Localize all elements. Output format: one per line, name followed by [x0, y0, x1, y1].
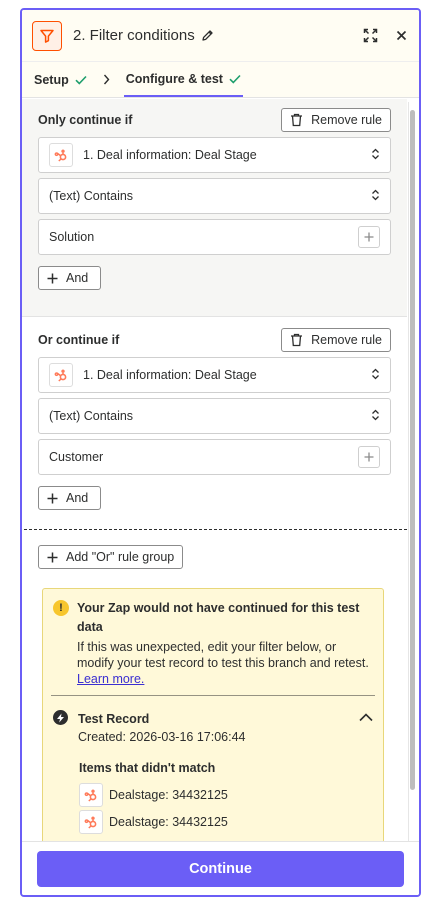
not-matched-item — [79, 781, 373, 808]
hubspot-icon — [79, 783, 103, 807]
trash-icon — [290, 113, 303, 127]
tab-configure-test[interactable] — [124, 62, 243, 97]
alert-divider — [51, 695, 375, 696]
filter-icon — [39, 28, 55, 44]
pencil-icon[interactable] — [201, 29, 214, 42]
chevron-updown-icon — [371, 148, 380, 163]
alert-title: Your Zap would not have continued for this test data — [77, 601, 360, 634]
and-label: And — [66, 271, 89, 285]
condition-select[interactable] — [38, 398, 391, 434]
add-and-button[interactable] — [38, 486, 101, 510]
condition-select[interactable] — [38, 178, 391, 214]
chevron-up-icon[interactable] — [359, 710, 373, 746]
learn-more-link[interactable]: Learn more. — [77, 672, 145, 686]
test-result-alert — [42, 588, 384, 841]
not-matched-value: Dealstage: 34432125 — [109, 814, 228, 829]
alert-body-text: If this was unexpected, edit your filter below, or modify your test record to test this branch and retest. — [77, 640, 369, 670]
add-or-label: Add "Or" rule group — [66, 550, 175, 564]
plus-icon — [364, 452, 374, 462]
step-title: 2. Filter conditions — [73, 27, 195, 44]
trash-icon — [290, 333, 303, 347]
field-value: 1. Deal information: Deal Stage — [83, 148, 257, 162]
tab-label: Setup — [34, 72, 69, 87]
not-matched-item — [79, 808, 373, 835]
chevron-updown-icon — [371, 368, 380, 383]
test-record-created: Created: 2026-03-16 17:06:44 — [78, 730, 246, 744]
filter-step-panel — [20, 8, 421, 897]
chevron-right-icon — [103, 62, 110, 97]
chevron-updown-icon — [371, 409, 380, 424]
not-matched-value: Dealstage: 34432125 — [109, 787, 228, 802]
rule-group-label: Only continue if — [38, 113, 133, 127]
filter-app-icon — [32, 21, 62, 51]
remove-rule-button[interactable] — [281, 328, 391, 352]
field-select[interactable] — [38, 357, 391, 393]
plus-icon — [47, 493, 58, 504]
check-icon — [75, 75, 87, 85]
warning-icon: ! — [53, 600, 69, 616]
tab-setup[interactable] — [34, 62, 87, 97]
step-tabs — [22, 62, 419, 98]
check-icon — [229, 74, 241, 84]
add-or-group-button[interactable] — [38, 545, 183, 569]
remove-rule-label: Remove rule — [311, 113, 382, 127]
continue-button[interactable]: Continue — [37, 851, 404, 887]
insert-data-button[interactable] — [358, 446, 380, 468]
value-text: Solution — [49, 230, 95, 244]
rule-group-only — [22, 99, 407, 317]
hubspot-icon — [49, 363, 73, 387]
alert-body — [77, 639, 373, 687]
rule-group-or — [22, 319, 407, 527]
plus-icon — [47, 552, 58, 563]
close-icon[interactable] — [396, 30, 407, 41]
test-record-title: Test Record — [78, 712, 150, 726]
value-input[interactable] — [38, 439, 391, 475]
scrollbar-thumb[interactable] — [410, 110, 415, 790]
remove-rule-label: Remove rule — [311, 333, 382, 347]
field-select[interactable] — [38, 137, 391, 173]
remove-rule-button[interactable] — [281, 108, 391, 132]
condition-value: (Text) Contains — [49, 409, 134, 423]
panel-footer — [22, 841, 419, 895]
bolt-icon — [53, 710, 68, 725]
filter-content — [22, 99, 419, 841]
chevron-updown-icon — [371, 189, 380, 204]
insert-data-button[interactable] — [358, 226, 380, 248]
test-record-header[interactable] — [53, 710, 373, 746]
tab-label: Configure & test — [125, 71, 223, 86]
value-text: Customer — [49, 450, 104, 464]
plus-icon — [364, 232, 374, 242]
rule-group-label: Or continue if — [38, 333, 120, 347]
and-label: And — [66, 491, 89, 505]
panel-header — [22, 10, 419, 62]
value-input[interactable] — [38, 219, 391, 255]
expand-icon[interactable] — [363, 28, 378, 43]
hubspot-icon — [49, 143, 73, 167]
condition-value: (Text) Contains — [49, 189, 134, 203]
field-value: 1. Deal information: Deal Stage — [83, 368, 257, 382]
add-and-button[interactable] — [38, 266, 101, 290]
hubspot-icon — [79, 810, 103, 834]
not-matched-title: Items that didn't match — [79, 761, 216, 775]
or-divider — [24, 529, 407, 530]
plus-icon — [47, 273, 58, 284]
